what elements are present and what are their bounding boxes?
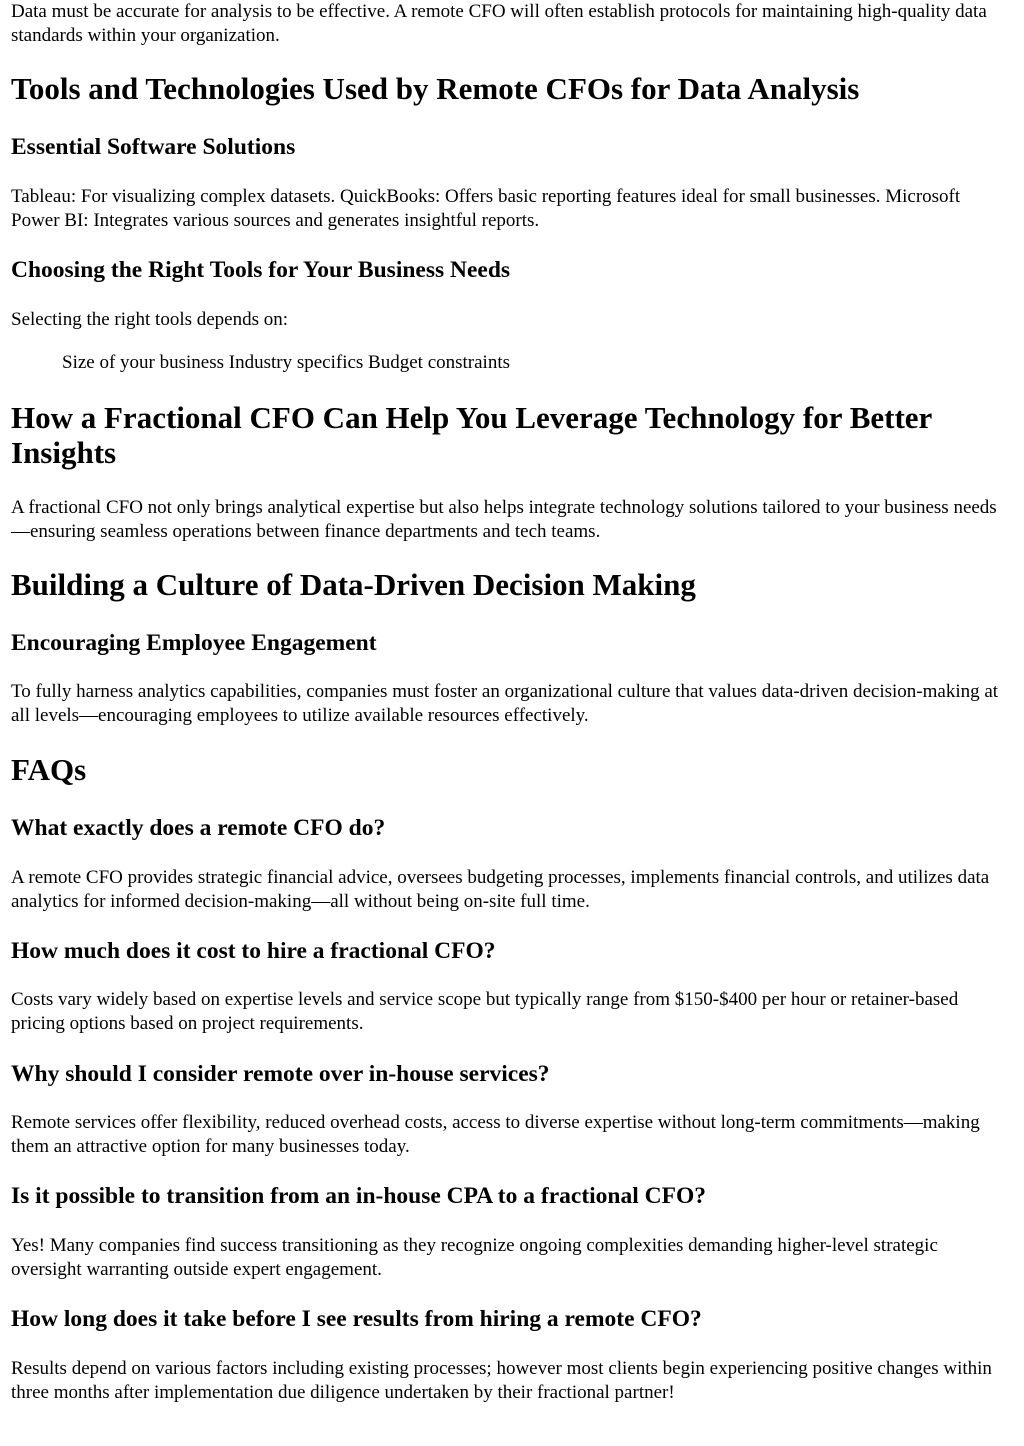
choosing-tools-paragraph: Selecting the right tools depends on:	[11, 309, 289, 330]
software-heading: Essential Software Solutions	[11, 134, 296, 160]
choosing-tools-heading: Choosing the Right Tools for Your Business Needs	[11, 257, 511, 283]
faq-question: How long does it take before I see results from hiring a remote CFO?	[11, 1306, 702, 1332]
faq-answer: Results depend on various factors including existing processes; however most clients begin experiencing positive changes within three months after implementation due diligence undertaken by their fractional partner!	[11, 1358, 992, 1403]
faqs-heading: FAQs	[11, 752, 87, 787]
faq-answer: Costs vary widely based on expertise levels and service scope but typically range from $150-$400 per hour or retainer-based pricing options based on project requirements.	[11, 989, 959, 1034]
software-paragraph: Tableau: For visualizing complex datasets. QuickBooks: Offers basic reporting features ideal for small businesses. Microsoft Power BI: Integrates various sources and generates insightful reports.	[11, 186, 961, 231]
faq-question: Why should I consider remote over in-house services?	[11, 1061, 550, 1087]
culture-section-heading: Building a Culture of Data-Driven Decision Making	[11, 567, 696, 602]
tools-section-heading: Tools and Technologies Used by Remote CFOs for Data Analysis	[11, 71, 860, 106]
faq-answer: A remote CFO provides strategic financial advice, oversees budgeting processes, implements financial controls, and utilizes data analytics for informed decision-making—all without being on-site full time.	[11, 867, 990, 912]
engagement-paragraph: To fully harness analytics capabilities, companies must foster an organizational culture that values data-driven decision-making at all levels—encouraging employees to utilize available resources effectively.	[11, 681, 999, 726]
faq-question: How much does it cost to hire a fractional CFO?	[11, 938, 496, 964]
engagement-heading: Encouraging Employee Engagement	[11, 630, 377, 656]
faq-question: What exactly does a remote CFO do?	[11, 815, 386, 841]
faq-question: Is it possible to transition from an in-house CPA to a fractional CFO?	[11, 1183, 707, 1209]
tool-selection-factors: Size of your business Industry specifics Budget constraints	[62, 352, 511, 373]
faq-answer: Remote services offer flexibility, reduced overhead costs, access to diverse expertise without long-term commitments—making them an attractive option for many businesses today.	[11, 1112, 980, 1157]
intro-paragraph: Data must be accurate for analysis to be effective. A remote CFO will often establish protocols for maintaining high-quality data standards within your organization.	[11, 1, 987, 46]
fractional-cfo-heading: How a Fractional CFO Can Help You Leverage Technology for Better Insights	[11, 400, 932, 470]
faq-answer: Yes! Many companies find success transitioning as they recognize ongoing complexities demanding higher-level strategic oversight warranting outside expert engagement.	[11, 1235, 938, 1280]
fractional-cfo-paragraph: A fractional CFO not only brings analytical expertise but also helps integrate technology solutions tailored to your business needs—ensuring seamless operations between finance departments and tech teams.	[11, 497, 997, 542]
